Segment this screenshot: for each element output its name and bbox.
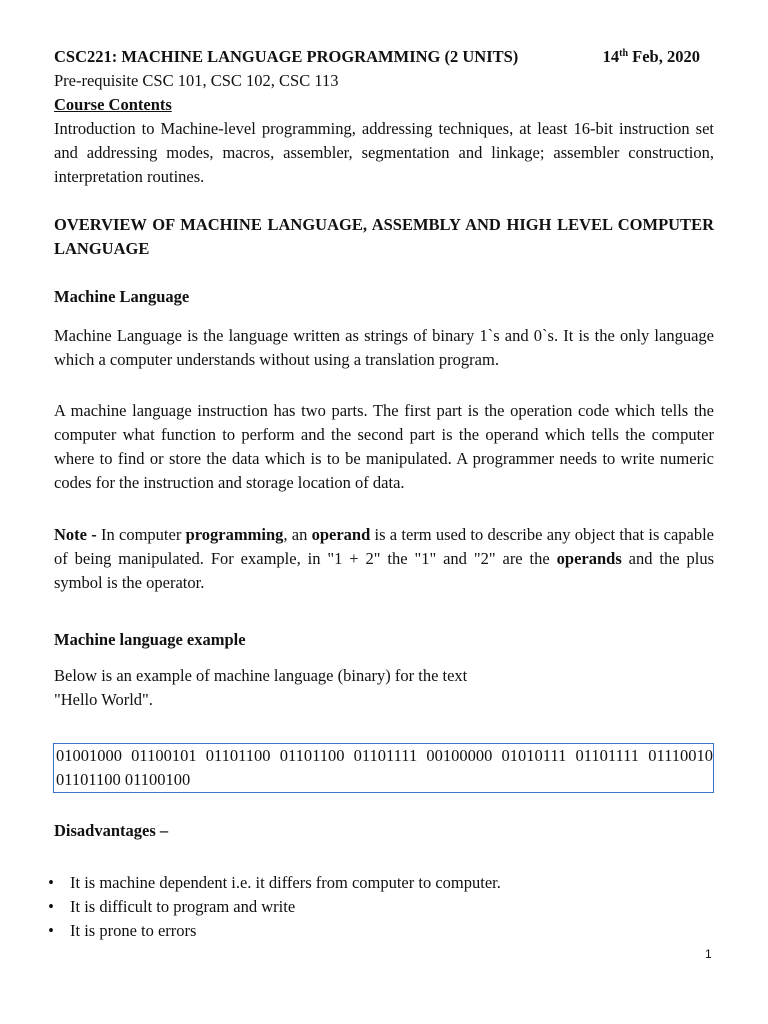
list-item: • It is machine dependent i.e. it differs from computer to computer.: [46, 871, 726, 895]
machine-language-para1: Machine Language is the language written as strings of binary 1`s and 0`s. It is the only language which a computer understands without using a translation program.: [54, 326, 714, 369]
document-date: 14th Feb, 2020: [602, 47, 700, 66]
machine-language-heading: Machine Language: [54, 287, 190, 306]
bullet-icon: •: [48, 873, 54, 892]
bullet-icon: •: [48, 897, 54, 916]
machine-language-para2: A machine language instruction has two parts. The first part is the operation code which tells the computer what function to perform and the second part is the operand which tells the computer where to find or store the data which is to be manipulated. A programmer needs to write numeric codes for the instruction and storage location of data.: [54, 401, 714, 492]
disadvantages-list: [46, 871, 726, 943]
operand-note: Note - In computer programming, an operand is a term used to describe any object that is capable of being manipulated. For example, in "1 + 2" the "1" and "2" are the operands and the plus symbol is the operator.: [54, 525, 715, 592]
course-contents-heading: Course Contents: [54, 95, 172, 114]
list-item: • It is difficult to program and write: [46, 895, 726, 919]
note-label: Note -: [54, 525, 97, 544]
list-item: • It is prone to errors: [46, 919, 726, 943]
overview-heading: OVERVIEW OF MACHINE LANGUAGE, ASSEMBLY AND HIGH LEVEL COMPUTER LANGUAGE: [54, 215, 714, 258]
header-line: [54, 45, 714, 69]
bullet-icon: •: [48, 921, 54, 940]
page-number: 1: [705, 947, 712, 961]
example-heading: Machine language example: [54, 630, 246, 649]
course-contents-text: Introduction to Machine-level programming, addressing techniques, at least 16-bit instruction set and addressing modes, macros, assembler, segmentation and linkage; assembler construction, interpretation routines.: [54, 119, 714, 186]
prerequisite: Pre-requisite CSC 101, CSC 102, CSC 113: [54, 71, 339, 90]
example-intro-line1: Below is an example of machine language (binary) for the text: [54, 666, 468, 685]
example-intro-line2: "Hello World".: [54, 690, 153, 709]
binary-example-box: 01001000 01100101 01101100 01101100 01101111 00100000 01010111 01101111 01110010 01101100 01100100: [53, 743, 714, 793]
disadvantages-heading: Disadvantages –: [54, 821, 169, 840]
course-title: CSC221: MACHINE LANGUAGE PROGRAMMING (2 UNITS): [54, 47, 519, 66]
